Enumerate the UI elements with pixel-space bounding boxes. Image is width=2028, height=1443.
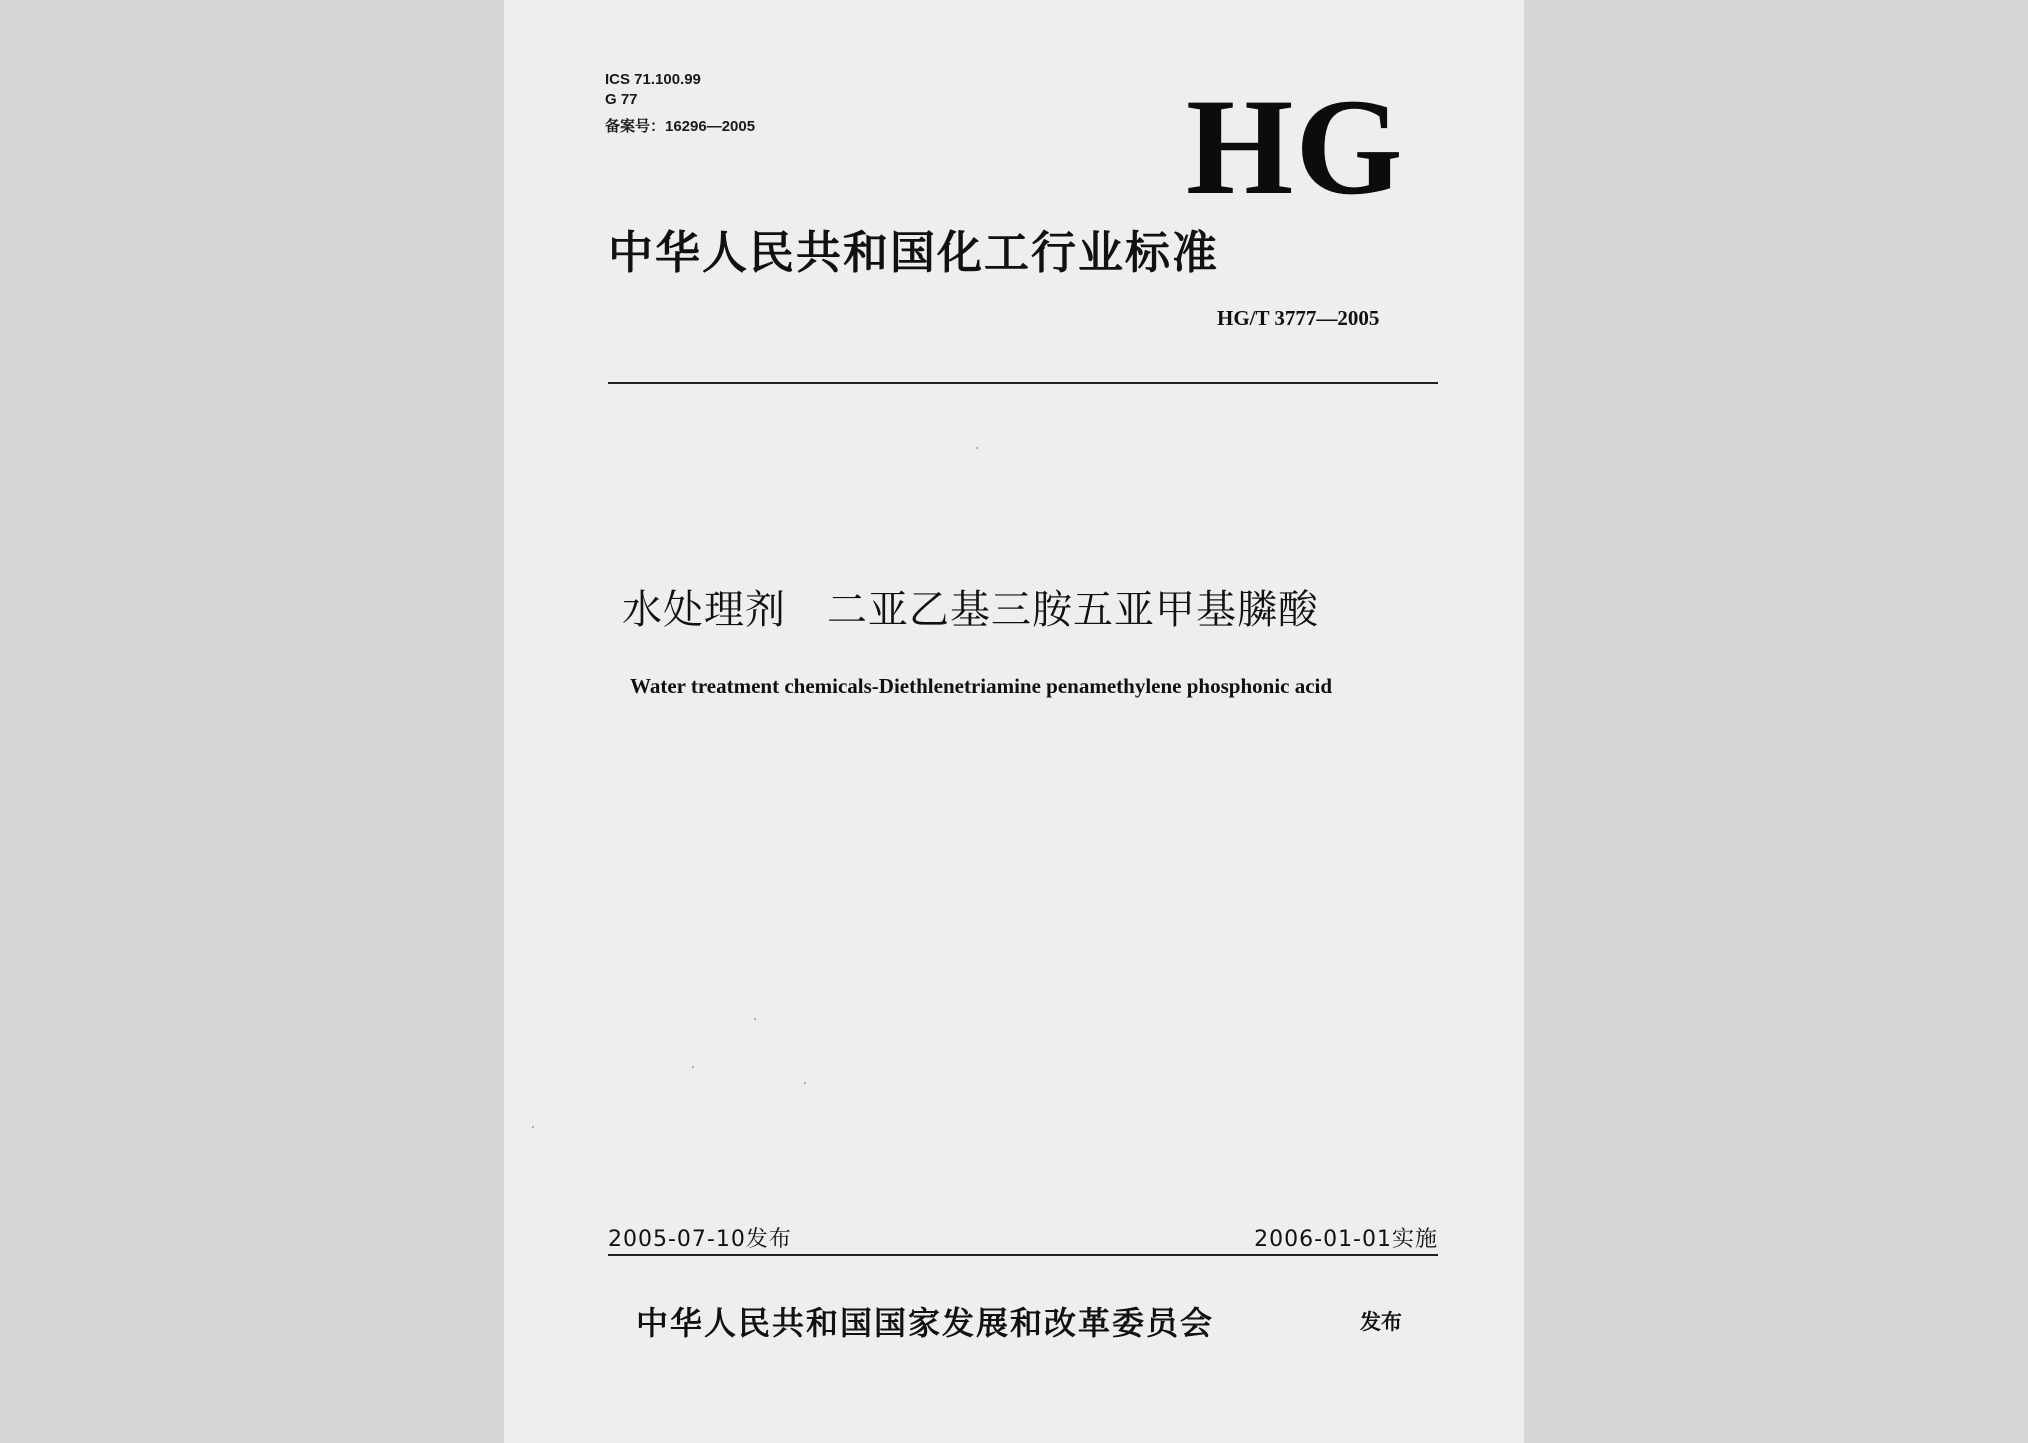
issuing-authority: 中华人民共和国国家发展和改革委员会 (636, 1304, 1215, 1342)
scan-speck (692, 1066, 694, 1068)
hg-logo: HG (1186, 70, 1405, 223)
header-divider (608, 382, 1438, 384)
standard-code: HG/T 3777—2005 (1217, 306, 1380, 330)
chinese-title: 水处理剂 二亚乙基三胺五亚甲基膦酸 (622, 587, 1319, 633)
issuing-label: 发布 (1360, 1310, 1402, 1334)
scan-speck (804, 1082, 806, 1084)
scan-speck (976, 447, 978, 449)
scan-speck (532, 1126, 534, 1128)
effective-date: 2006-01-01实施 (1254, 1227, 1438, 1252)
record-number: 备案号：16296—2005 (605, 118, 756, 135)
english-title: Water treatment chemicals-Diethlenetriamine penamethylene phosphonic acid (630, 674, 1333, 698)
issue-date: 2005-07-10发布 (608, 1227, 792, 1252)
document-page (504, 0, 1524, 1443)
footer-divider (608, 1254, 1438, 1256)
scan-speck (754, 1018, 756, 1020)
ccs-code: G 77 (605, 91, 638, 108)
ics-code: ICS 71.100.99 (605, 71, 701, 88)
standard-title: 中华人民共和国化工行业标准 (608, 226, 1220, 279)
